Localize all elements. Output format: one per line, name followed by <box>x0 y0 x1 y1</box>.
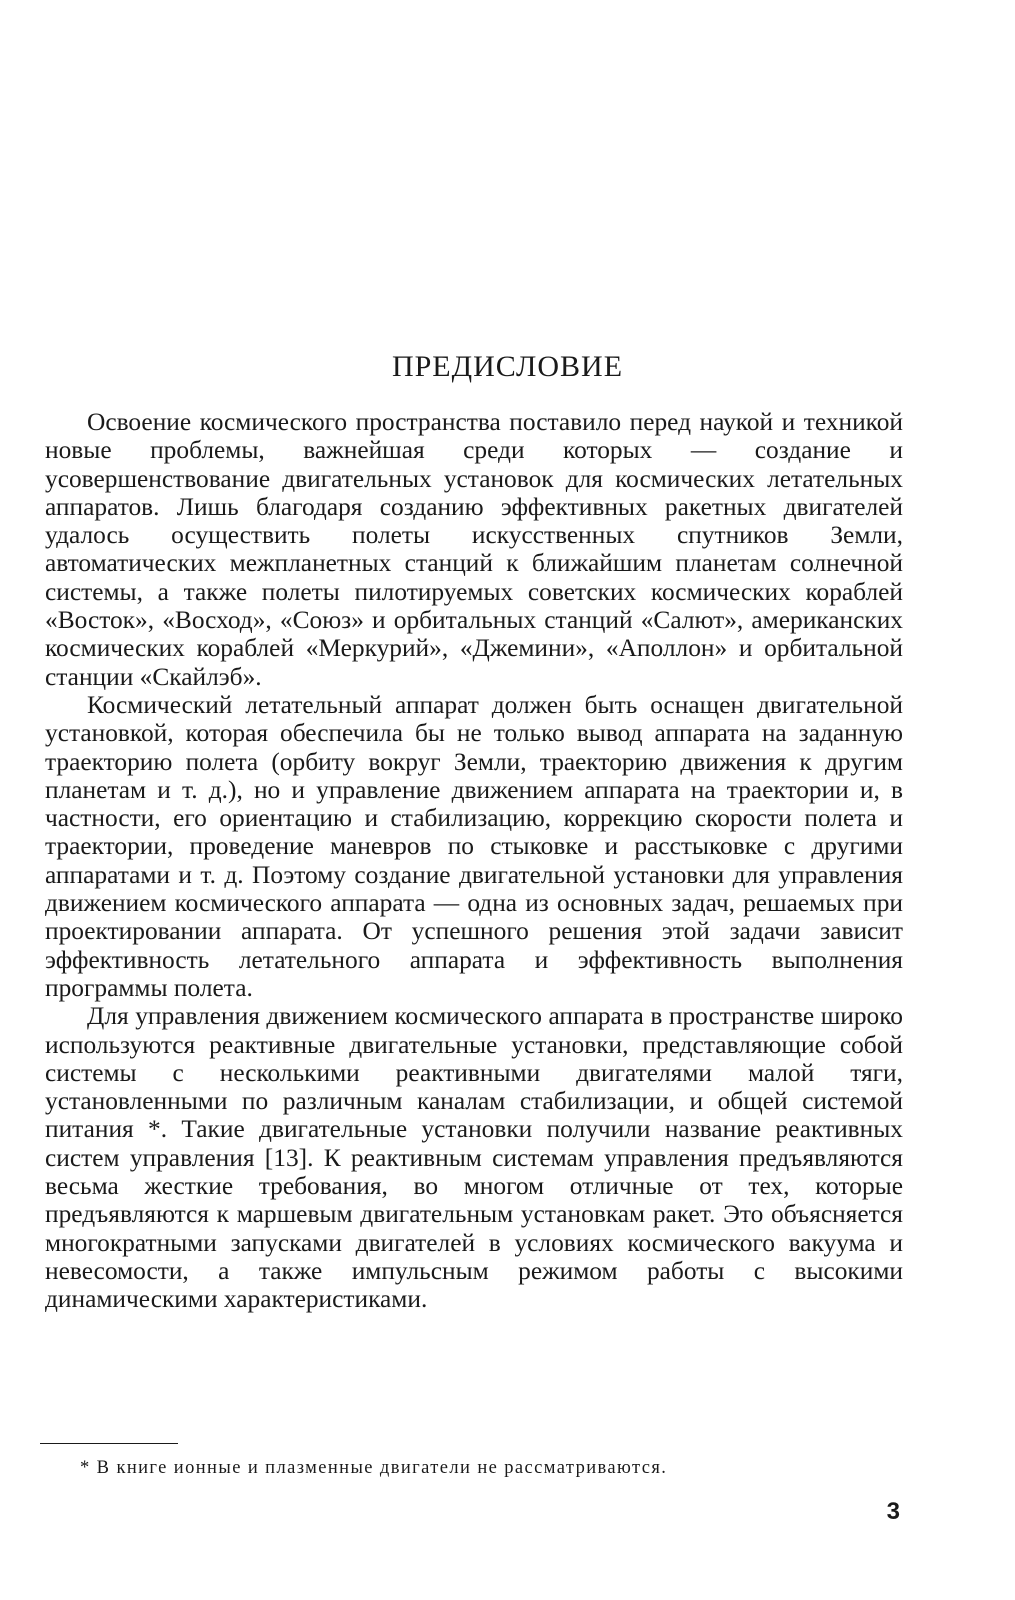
footnote: * В книге ионные и плазменные двигатели не рассматриваются. <box>80 1458 668 1478</box>
paragraph-2: Космический летательный аппарат должен быть оснащен двигательной установкой, которая обеспечила бы не только вывод аппарата на заданную траекторию полета (орбиту вокруг Земли, траекторию движения к другим планетам и т. д.), но и управление движением аппарата на траектории и, в частности, его ориентацию и стабилизацию, коррекцию скорости полета и траектории, проведение маневров по стыковке и расстыковке с другими аппаратами и т. д. Поэтому создание двигательной установки для управления движением космического аппарата — одна из основных задач, решаемых при проектировании аппарата. От успешного решения этой задачи зависит эффективность летательного аппарата и эффективность выполнения программы полета. <box>45 690 903 1002</box>
footnote-divider <box>40 1443 178 1444</box>
page-number: 3 <box>886 1498 900 1525</box>
body-text <box>45 408 903 1314</box>
paragraph-3: Для управления движением космического аппарата в пространстве широко используются реактивные двигательные установки, представляющие собой системы с несколькими реактивными двигателями малой тяги, установленными по различным каналам стабилизации, и общей системой питания *. Такие двигательные установки получили название реактивных систем управления [13]. К реактивным системам управления предъявляются весьма жесткие требования, во многом отличные от тех, которые предъявляются к маршевым двигательным установкам ракет. Это объясняется многократными запусками двигателей в условиях космического вакуума и невесомости, а также импульсным режимом работы с высокими динамическими характеристиками. <box>45 1002 903 1314</box>
paragraph-1: Освоение космического пространства поставило перед наукой и техникой новые проблемы, важнейшая среди которых — создание и усовершенствование двигательных установок для космических летательных аппаратов. Лишь благодаря созданию эффективных ракетных двигателей удалось осуществить полеты искусственных спутников Земли, автоматических межпланетных станций к ближайшим планетам солнечной системы, а также полеты пилотируемых советских космических кораблей «Восток», «Восход», «Союз» и орбитальных станций «Салют», американских космических кораблей «Меркурий», «Джемини», «Аполлон» и орбитальной станции «Скайлэб». <box>45 408 903 691</box>
page-title: ПРЕДИСЛОВИЕ <box>391 350 624 383</box>
